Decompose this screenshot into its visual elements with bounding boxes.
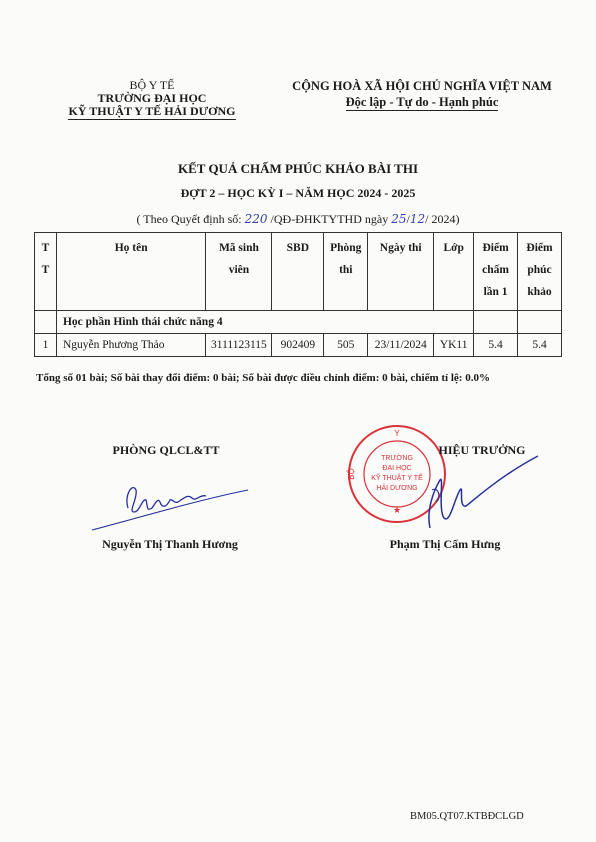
cell-score2: 5.4 [518,334,562,357]
document-title: KẾT QUẢ CHẤM PHÚC KHẢO BÀI THI [177,161,419,176]
cell-score1: 5.4 [474,334,518,357]
decision-year: 2024) [428,212,460,226]
module-name: Học phần Hình thái chức năng 4 [56,311,473,334]
left-signatory-title: PHÒNG QLCL&TT [112,443,220,457]
header-name: Họ tên [56,233,206,311]
decision-month: 12 [409,212,426,226]
decision-day: 25 [391,212,407,226]
cell-room: 505 [324,334,368,357]
left-signatory-name: Nguyễn Thị Thanh Hương [102,537,238,551]
stamp-line1: TRƯỜNG [381,455,413,462]
header-class: Lớp [434,233,474,311]
header-tt: T T [35,233,57,311]
right-signature-mark [420,450,550,534]
decision-number: 220 [244,212,268,226]
cell-date: 23/11/2024 [368,334,434,357]
stamp-ring-left: BỘ [347,468,356,480]
left-signature-mark [88,468,258,534]
table-header-row [35,233,562,311]
header-sbd: SBD [272,233,324,311]
summary-text: Tổng số 01 bài; Số bài thay đổi điểm: 0 bài; Số bài được điều chỉnh điểm: 0 bài, chiếm tỉ lệ: 0.0% [36,372,490,384]
header-student-id: Mã sinh viên [206,233,272,311]
header-room: Phòng thi [324,233,368,311]
decision-middle: /QĐ-ĐHKTYTHD ngày [267,212,392,226]
results-table [34,232,562,357]
national-header [282,79,562,111]
header-score1: Điểm chấm lần 1 [474,233,518,311]
cell-tt: 1 [35,334,57,357]
decision-reference [0,212,596,227]
right-signatory-name: Phạm Thị Cẩm Hưng [389,537,501,551]
date-separator-2: / [425,212,429,226]
date-separator-1: / [406,212,410,226]
national-title: CỘNG HOÀ XÃ HỘI CHỦ NGHĨA VIỆT NAM [292,79,552,93]
module-row [35,311,562,334]
ministry-name: BỘ Y TẾ [129,78,175,92]
cell-name: Nguyễn Phương Thảo [56,334,206,357]
document-subtitle: ĐỢT 2 – HỌC KỲ I – NĂM HỌC 2024 - 2025 [180,186,416,200]
stamp-line4: HẢI DƯƠNG [376,485,418,492]
header-date: Ngày thi [368,233,434,311]
header-score2: Điểm phúc khảo [518,233,562,311]
decision-prefix: ( Theo Quyết định số: [136,212,245,226]
stamp-ring-top: Y [394,429,400,438]
stamp-line3: KỸ THUẬT Y TẾ [371,475,423,482]
form-code: BM05.QT07.KTBĐCLGD [410,811,524,822]
cell-sbd: 902409 [272,334,324,357]
university-line1: TRƯỜNG ĐẠI HỌC [97,91,207,105]
star-icon: ★ [392,505,402,515]
cell-student-id: 3111123115 [206,334,272,357]
table-row [35,334,562,357]
right-signatory-title: HIỆU TRƯỞNG [438,443,526,457]
university-line2: KỸ THUẬT Y TẾ HẢI DƯƠNG [68,104,236,118]
stamp-line2: ĐẠI HỌC [382,465,412,472]
national-motto: Độc lập - Tự do - Hạnh phúc [345,95,499,109]
ministry-header [62,79,242,120]
cell-class: YK11 [434,334,474,357]
